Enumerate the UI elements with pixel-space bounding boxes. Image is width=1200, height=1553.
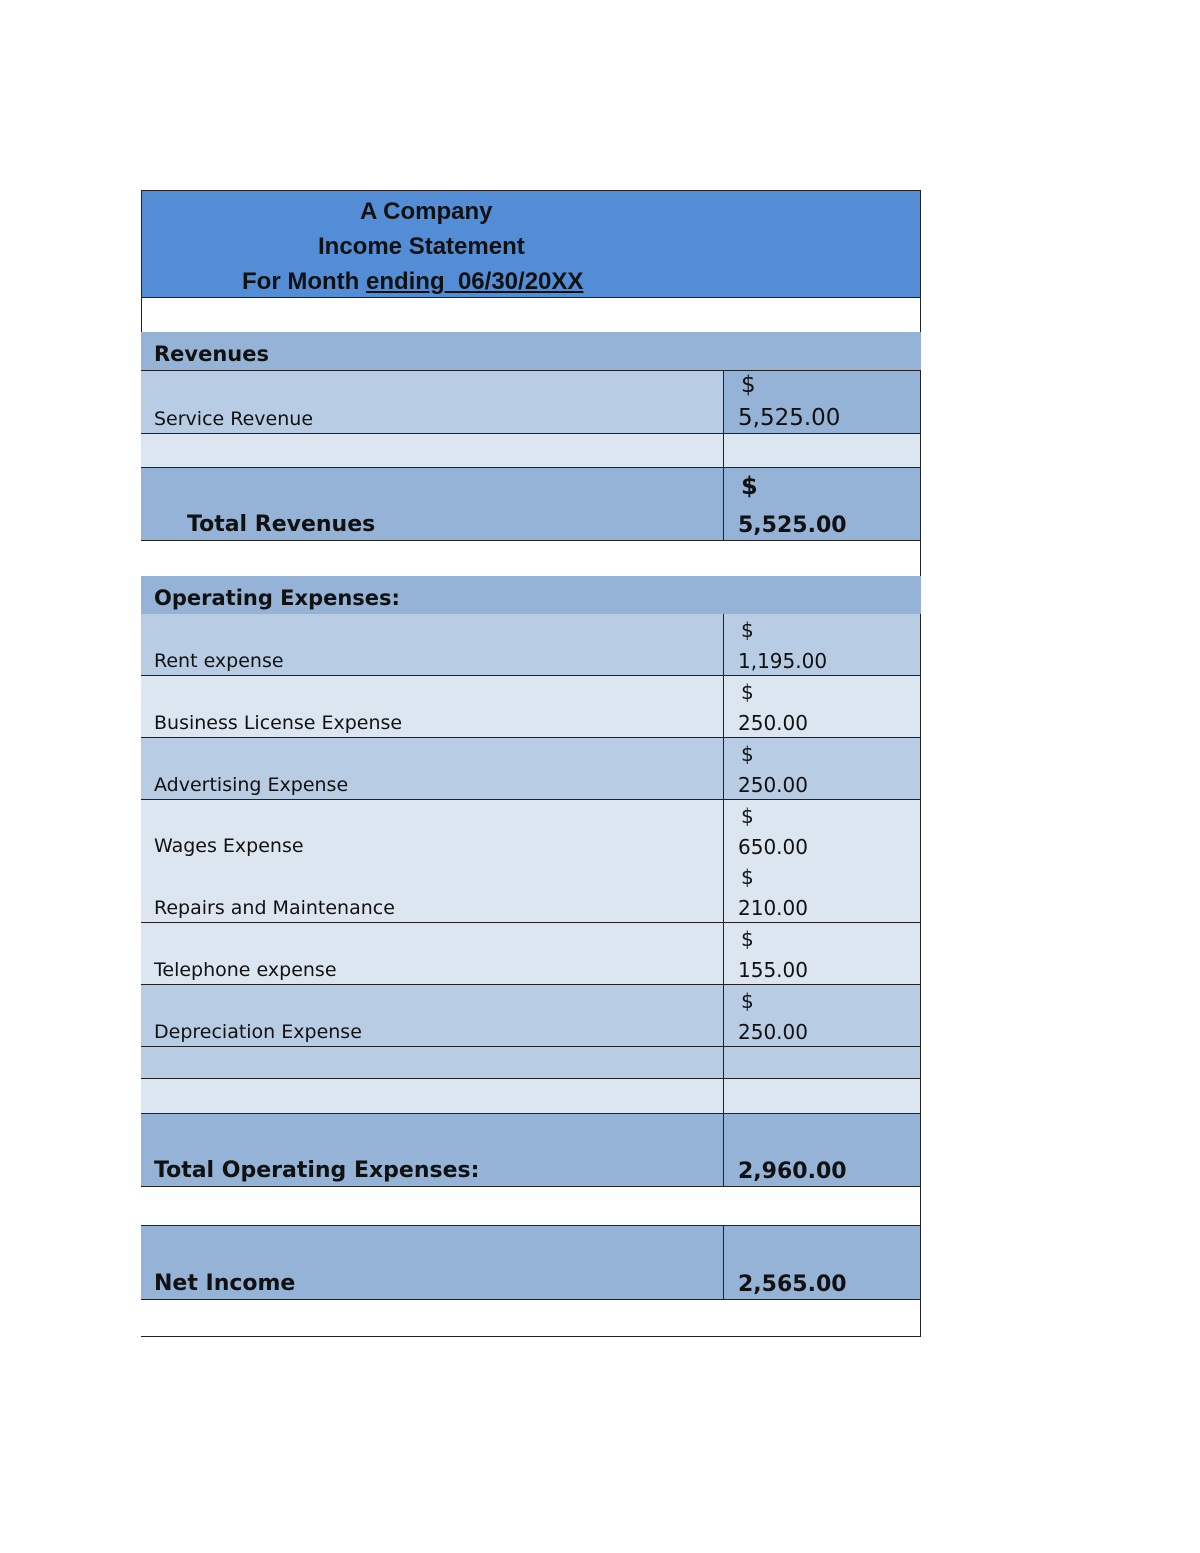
expense-label: Wages Expense [154,835,304,857]
total-expenses-row [141,1114,921,1187]
expense-label: Depreciation Expense [154,1021,362,1043]
revenue-row [141,371,921,434]
expense-label: Business License Expense [154,712,403,734]
expense-label: Repairs and Maintenance [154,897,395,919]
period-prefix: For Month [242,268,360,295]
expense-row [141,738,921,800]
spacer-row [141,298,921,332]
expense-row [141,676,921,738]
expenses-heading-row [141,576,921,614]
net-income-amount: 2,565.00 [738,1272,847,1297]
expense-currency: $ [741,618,754,642]
blank-row [141,1079,921,1114]
blank-row [141,1047,921,1079]
expense-amount: 250.00 [738,711,808,735]
revenues-heading: Revenues [154,342,269,366]
expense-currency: $ [741,680,754,704]
revenue-currency: $ [741,372,756,398]
total-expenses-label: Total Operating Expenses: [154,1158,480,1183]
revenue-label: Service Revenue [154,408,314,430]
expense-amount: 155.00 [738,958,808,982]
period-ending: ending 06/30/20XX [365,268,584,295]
expense-block [141,800,921,923]
expense-label: Rent expense [154,650,284,672]
expense-currency: $ [741,989,754,1013]
statement-header [141,190,921,298]
expense-label: Advertising Expense [154,774,349,796]
net-income-label: Net Income [154,1271,296,1296]
revenues-heading-row [141,332,921,371]
expense-label: Telephone expense [154,959,337,981]
net-income-row [141,1226,921,1300]
expense-row [141,923,921,985]
expense-currency: $ [741,804,754,828]
expense-row [141,614,921,676]
expense-currency: $ [741,742,754,766]
expense-amount: 650.00 [738,835,808,859]
income-statement-sheet [141,190,921,1337]
expense-amount: 250.00 [738,773,808,797]
expense-currency: $ [741,927,754,951]
expense-amount: 250.00 [738,1020,808,1044]
expense-row [141,985,921,1047]
spacer-row [141,1300,921,1337]
spacer-row [141,541,921,576]
statement-period [242,268,583,296]
statement-title: Income Statement [318,233,525,260]
expense-currency: $ [741,865,754,889]
blank-row [141,434,921,468]
expenses-heading: Operating Expenses: [154,586,400,610]
expense-amount: 1,195.00 [738,649,828,673]
total-revenues-label: Total Revenues [187,512,376,537]
total-revenues-amount: 5,525.00 [738,513,847,538]
expense-amount: 210.00 [738,896,808,920]
total-revenues-currency: $ [741,472,758,500]
spacer-row [141,1187,921,1226]
revenue-amount: 5,525.00 [738,405,841,431]
company-name: A Company [360,198,493,225]
total-expenses-amount: 2,960.00 [738,1159,847,1184]
total-revenues-row [141,468,921,541]
